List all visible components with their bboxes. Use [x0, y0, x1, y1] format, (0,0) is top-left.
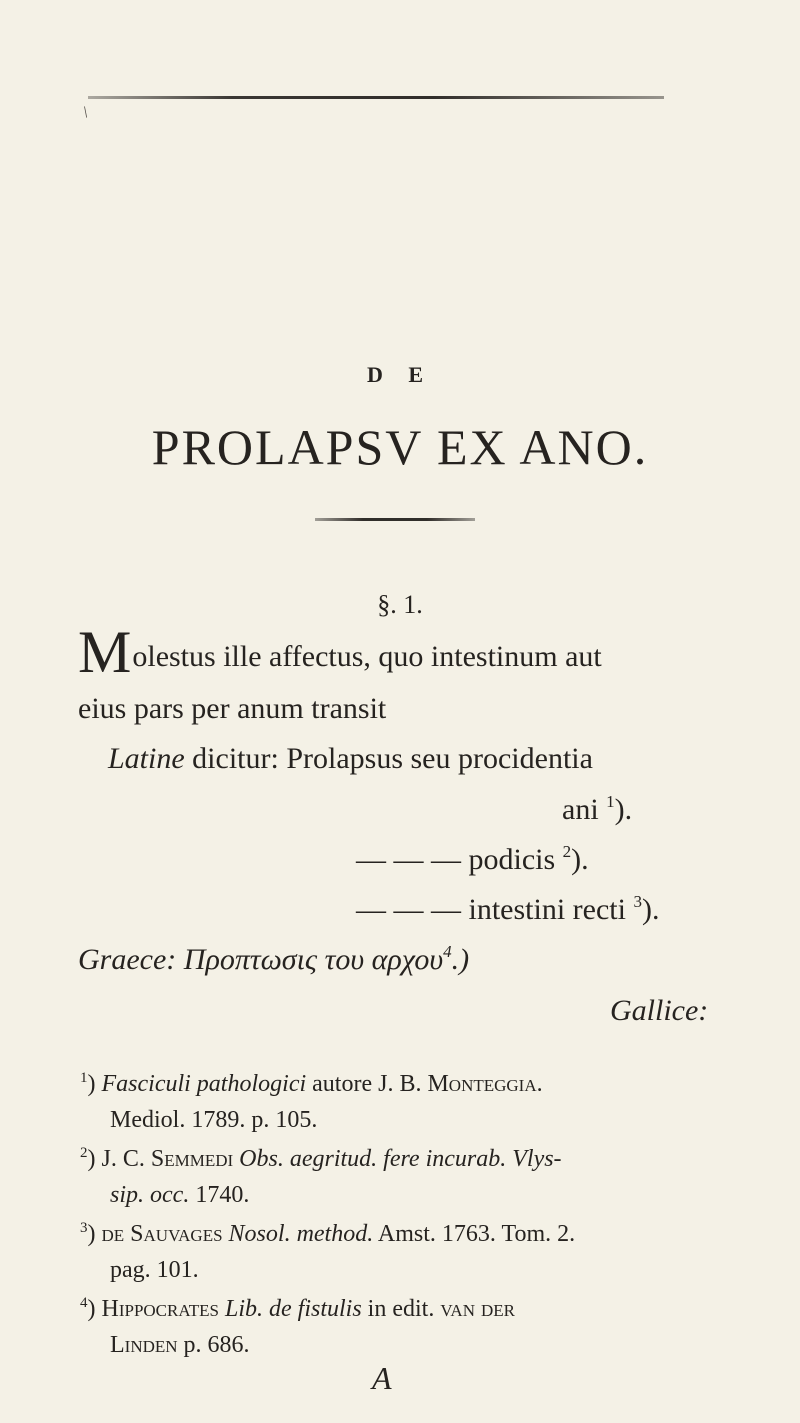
latine-label: Latine — [108, 742, 185, 775]
footnote-3-line-2: pag. 101. — [110, 1257, 199, 1283]
body-text: dicitur: Prolapsus seu procidentia — [184, 742, 593, 775]
footnote-author: Hippocrates — [101, 1296, 219, 1322]
stray-mark: / — [79, 104, 93, 122]
body-text: ). — [641, 893, 660, 926]
drop-cap: M — [78, 619, 132, 685]
footnote-ref: 4 — [443, 942, 452, 961]
body-line-4 — [562, 792, 632, 827]
footnote-3: $^3$) de Sauvages Nosol. method. Amst. 1763. Tom. 2. — [80, 1220, 576, 1247]
body-text: olestus ille affectus, quo intestinum aut — [132, 640, 602, 673]
footnote-2: $^2$) J. C. Semmedi Obs. aegritud. fere incurab. Vlys- — [80, 1145, 562, 1172]
footnote-4-line-2 — [110, 1332, 250, 1359]
footnote-author: Semmedi — [150, 1146, 234, 1172]
footnote-mark: 2 — [80, 1145, 88, 1161]
body-text: ). — [571, 843, 589, 876]
footnote-ref: 2 — [562, 842, 572, 861]
body-text: — — — podicis — [356, 843, 556, 876]
footnote-2-line-2 — [110, 1182, 249, 1209]
footnote-4: $^4$) Hippocrates Lib. de fistulis in edit. van der — [80, 1295, 515, 1322]
gallice-label: Gallice: — [610, 994, 709, 1027]
footnote-mark: 1 — [80, 1070, 88, 1086]
footnote-text: J. C. — [101, 1146, 151, 1172]
footnote-mark: 4 — [80, 1295, 88, 1311]
heading-kicker: D E — [366, 362, 434, 387]
footnote-text: Lib. de fistulis — [218, 1296, 362, 1322]
body-text: — — — intestini recti — [356, 893, 626, 926]
footnote-text: autore J. B. — [306, 1071, 428, 1097]
footnote-author: de Sauvages — [101, 1221, 223, 1247]
footnote-1-line-2: Mediol. 1789. p. 105. — [110, 1107, 318, 1133]
footnote-ref: 1 — [606, 792, 615, 811]
footnote-text: 1740. — [189, 1182, 250, 1208]
footnote-text: p. 686. — [177, 1332, 250, 1358]
footnote-author: Monteggia — [427, 1071, 537, 1097]
footnote-text: Amst. 1763. Tom. 2. — [373, 1221, 576, 1247]
body-line-6 — [356, 892, 659, 927]
title-rule — [315, 518, 475, 521]
body-line-7 — [78, 942, 469, 977]
signature-mark: A — [372, 1360, 392, 1396]
footnote-text: in edit. — [361, 1296, 441, 1322]
footnote-mark: 3 — [80, 1220, 88, 1236]
footnote-text: Obs. aegritud. fere incurab. Vlys- — [233, 1146, 562, 1172]
top-rule — [88, 96, 664, 99]
footnote-author: Linden — [110, 1332, 178, 1358]
footnote-text: Fasciculi pathologici — [101, 1071, 307, 1097]
body-line-2: eius pars per anum transit — [78, 692, 387, 725]
body-text: .) — [451, 943, 470, 976]
footnote-text: . — [536, 1071, 543, 1097]
body-text: ). — [614, 793, 633, 826]
section-mark: §. 1. — [377, 590, 423, 619]
body-line-1 — [78, 619, 602, 685]
footnote-text: Nosol. method. — [222, 1221, 374, 1247]
body-text: ani — [562, 793, 599, 826]
greek-text: Προπτωσις του αρχου — [183, 943, 444, 976]
page-title: PROLAPSV EX ANO. — [151, 419, 649, 475]
footnote-1: $^1$) Fasciculi pathologici autore J. B. Monteggia. — [80, 1070, 543, 1097]
footnote-author: van der — [440, 1296, 515, 1322]
footnote-text: sip. occ. — [110, 1182, 190, 1208]
graece-label: Graece: — [78, 943, 177, 976]
footnote-ref: 3 — [633, 892, 642, 911]
body-line-5 — [356, 842, 589, 877]
body-line-3 — [108, 742, 593, 776]
